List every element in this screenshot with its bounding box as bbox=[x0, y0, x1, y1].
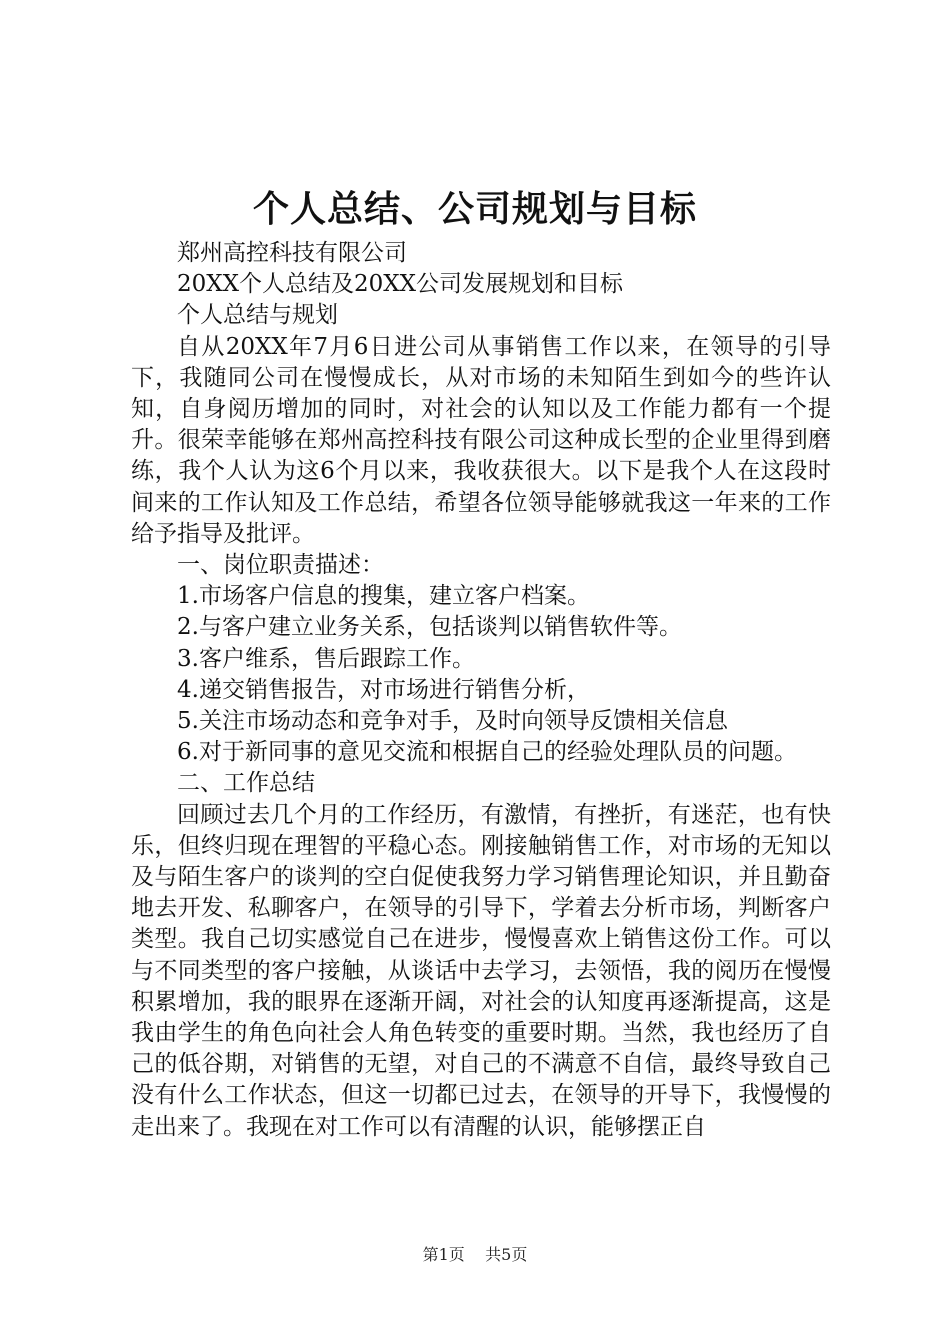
company-name: 郑州高控科技有限公司 bbox=[177, 240, 407, 266]
page-total: 共5页 bbox=[485, 1245, 528, 1264]
duty-item-1: 1.市场客户信息的搜集，建立客户档案。 bbox=[177, 583, 590, 610]
work-summary-paragraph: 回顾过去几个月的工作经历，有激情，有挫折，有迷茫，也有快乐，但终归现在理智的平稳心态。刚接触销售工作，对市场的无知以及与陌生客户的谈判的空白促使我努力学习销售理论知识，并且勤奋地去开发、私聊客户，在领导的引导下，学着去分析市场，判断客户类型。我自己切实感觉自己在进步，慢慢喜欢上销售这份工作。可以与不同类型的客户接触，从谈话中去学习，去领悟，我的阅历在慢慢积累增加，我的眼界在逐渐开阔，对社会的认知度再逐渐提高，这是我由学生的角色向社会人角色转变的重要时期。当然，我也经历了自己的低谷期，对销售的无望，对自己的不满意不自信，最终导致自己没有什么工作状态，但这一切都已过去，在领导的开导下，我慢慢的走出来了。我现在对工作可以有清醒的认识，能够摆正自 bbox=[131, 801, 831, 1140]
section-heading-work-summary: 二、工作总结 bbox=[177, 770, 315, 797]
section-heading-summary-plan: 个人总结与规划 bbox=[177, 302, 338, 329]
page-number: 第1页 bbox=[422, 1245, 465, 1264]
duty-item-4: 4.递交销售报告，对市场进行销售分析， bbox=[177, 676, 590, 703]
intro-paragraph: 自从20XX年7月6日进公司从事销售工作以来，在领导的引导下，我随同公司在慢慢成长，从对市场的未知陌生到如今的些许认知，自身阅历增加的同时，对社会的认知以及工作能力都有一个提升。很荣幸能够在郑州高控科技有限公司这种成长型的企业里得到磨练，我个人认为这6个月以来，我收获很大。以下是我个人在这段时间来的工作认知及工作总结，希望各位领导能够就我这一年来的工作给予指导及批评。 bbox=[131, 333, 831, 547]
page-footer bbox=[0, 1244, 950, 1266]
duty-item-5: 5.关注市场动态和竞争对手，及时向领导反馈相关信息 bbox=[177, 708, 728, 735]
duty-item-2: 2.与客户建立业务关系，包括谈判以销售软件等。 bbox=[177, 614, 682, 641]
duty-item-3: 3.客户维系，售后跟踪工作。 bbox=[177, 645, 475, 672]
duty-item-6: 6.对于新同事的意见交流和根据自己的经验处理队员的问题。 bbox=[177, 739, 797, 766]
document-subtitle: 20XX个人总结及20XX公司发展规划和目标 bbox=[177, 271, 624, 298]
section-heading-duties: 一、岗位职责描述： bbox=[177, 552, 384, 579]
document-title: 个人总结、公司规划与目标 bbox=[252, 188, 697, 230]
footer-spacer bbox=[470, 1245, 480, 1264]
document-body bbox=[131, 238, 831, 1143]
